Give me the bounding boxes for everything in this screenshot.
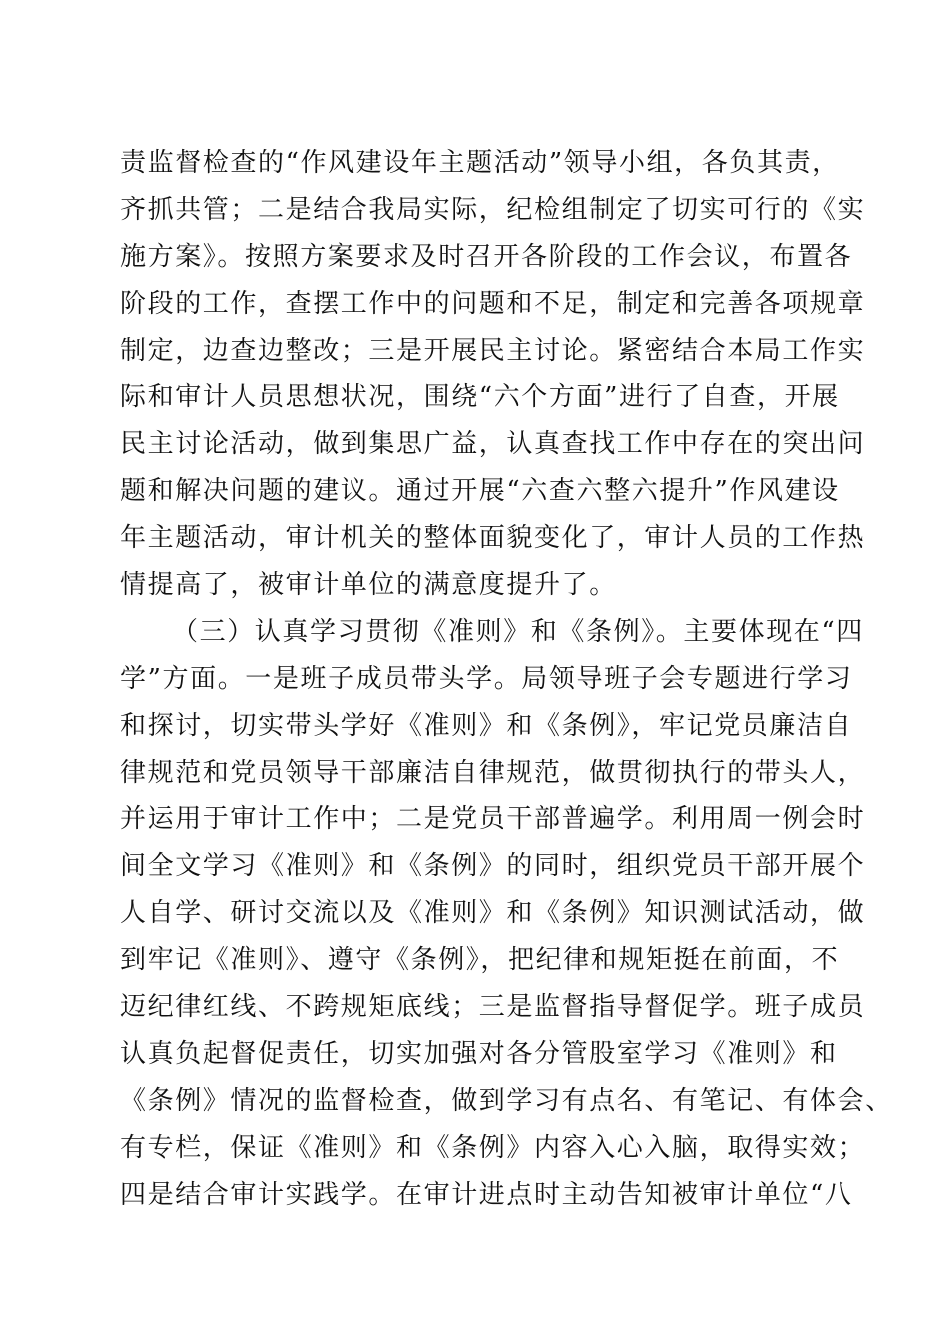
text-line: 《条例》情况的监督检查，做到学习有点名、有笔记、有体会、 (120, 1085, 893, 1116)
text-line: 到牢记《准则》、遵守《条例》，把纪律和规矩挺在前面，不 (120, 945, 840, 976)
text-line: 间全文学习《准则》和《条例》的同时，组织党员干部开展个 (120, 851, 866, 882)
text-line: 和探讨，切实带头学好《准则》和《条例》，牢记党员廉洁自 (120, 710, 853, 741)
text-line: 施方案》。按照方案要求及时召开各阶段的工作会议，布置各 (120, 241, 853, 272)
text-line: 际和审计人员思想状况，围绕“六个方面”进行了自查，开展 (120, 382, 840, 413)
text-line: 责监督检查的“作风建设年主题活动”领导小组，各负其责， (120, 148, 840, 178)
text-line: 人自学、研讨交流以及《准则》和《条例》知识测试活动，做 (120, 898, 866, 929)
text-line: 情提高了，被审计单位的满意度提升了。 (120, 570, 617, 601)
text-line: 齐抓共管；二是结合我局实际，纪检组制定了切实可行的《实 (120, 194, 866, 225)
text-line: 学”方面。一是班子成员带头学。局领导班子会专题进行学习 (120, 663, 853, 694)
text-line: 制定，边查边整改；三是开展民主讨论。紧密结合本局工作实 (120, 335, 866, 366)
text-line: 认真负起督促责任，切实加强对各分管股室学习《准则》和 (120, 1038, 838, 1069)
text-line: 并运用于审计工作中；二是党员干部普遍学。利用周一例会时 (120, 804, 866, 835)
text-line: 民主讨论活动，做到集思广益，认真查找工作中存在的突出问 (120, 429, 866, 460)
text-line: 四是结合审计实践学。在审计进点时主动告知被审计单位“八 (120, 1179, 853, 1210)
text-line: 题和解决问题的建议。通过开展“六查六整六提升”作风建设 (120, 476, 840, 507)
section-heading-line: （三）认真学习贯彻《准则》和《条例》。主要体现在“四 (172, 616, 864, 647)
text-line: 阶段的工作，查摆工作中的问题和不足，制定和完善各项规章 (120, 288, 866, 319)
body-text (120, 140, 893, 1218)
text-line: 迈纪律红线、不跨规矩底线；三是监督指导督促学。班子成员 (120, 992, 866, 1023)
text-line: 有专栏，保证《准则》和《条例》内容入心入脑，取得实效； (120, 1132, 866, 1163)
text-line: 律规范和党员领导干部廉洁自律规范，做贯彻执行的带头人， (120, 757, 866, 788)
text-line: 年主题活动，审计机关的整体面貌变化了，审计人员的工作热 (120, 523, 866, 554)
